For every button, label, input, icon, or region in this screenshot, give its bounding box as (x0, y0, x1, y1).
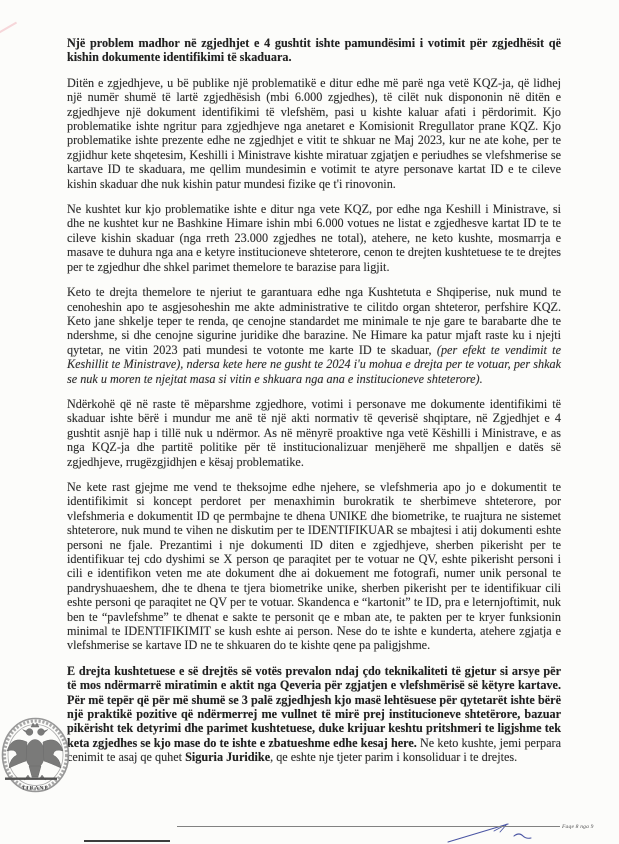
text-run: Një problem madhor në zgjedhjet e 4 gushtit ishte pamundësimi i votimit për zgjedhësit që kishin dokumente identifikimi të skaduara. (67, 36, 561, 65)
document-body (67, 36, 561, 776)
text-run: Keto te drejta themelore te njeriut te garantuara edhe nga Kushtetuta e Shqiperise, nuk mund te cenoheshin apo te asgjesoheshin me akte administrative te cilitdo organ shteteror, perfshire KQZ. Keto jane shkelje teper te renda, qe cenojne standardet me minimale te nje gare te barabarte dhe te ndershme, si dhe cenojne sigurine juridike dhe barazine. Ne Himare ka patur mjaft raste ku i njejti qytetar, ne vitin 2023 pati mundesi te votonte me karte ID te skaduar, (67, 285, 561, 357)
bottom-left-line (84, 840, 170, 842)
text-run: Ne kushtet kur kjo problematike ishte e ditur nga vete KQZ, por edhe nga Keshill i Ministrave, si dhe ne kushtet kur ne Bashkine Himare ishin mbi 6.000 votues ne listat e zgjedhesve kartat ID te te cileve kishin skaduar (nga rreth 23.000 zgjedhes ne total), atehere, ne keto kushte, mosmarrja e masave te duhura nga ana e ketyre institucioneve shteterore, cenon te drejten kushtetuese te te drejtes per te zgjedhur dhe shkel parimet themelore te barazise para ligjit. (67, 202, 561, 274)
text-run: Ne keto kushte, jemi perpara cenimit te asaj qe quhet (67, 735, 561, 765)
paragraph-constitutional-right (67, 664, 561, 765)
svg-text:TIRANE: TIRANE (21, 785, 50, 792)
text-run: Ndërkohë që në raste të mëparshme zgjedhore, votimi i personave me dokumente identifikimi të skaduar ishte bërë i mundur me anë të një akti normativ të qeverisë shqiptare, në Zgjedhjet e 4 gushtit asnjë hap i tillë nuk u ndërmor. As në mënyrë proaktive nga vetë Këshilli i Ministrave, e as nga KQZ-ja dhe partitë politike për të institucionalizuar menjëherë me shpalljen e datës së zgjedhjeve, rrugëzgjidhjen e kësaj problematike. (67, 396, 561, 469)
scan-artifact-mark (0, 22, 17, 35)
paragraph-election-day-problem (67, 76, 561, 191)
stamp-eagle-icon (0, 711, 73, 795)
signature-ink (438, 814, 548, 844)
paragraph-himare-voters (67, 202, 561, 274)
paragraph-normative-act (67, 397, 561, 469)
text-run: (per efekt te vendimit te Keshillit te Ministrave), ndersa kete here ne gusht te 2024 i'u mohua e drejta per te votuar, per shkak se nuk u moren te njejtat masa si vitin e shkuara nga ana e institucioneve shteterore). (67, 342, 561, 386)
text-run: Siguria Juridike (185, 750, 271, 765)
footer-rule (177, 826, 560, 827)
paragraph-fundamental-rights (67, 285, 561, 386)
signature-strokes-icon (438, 814, 548, 844)
official-stamp (0, 711, 73, 795)
text-run: Ditën e zgjedhjeve, u bë publike një problematikë e ditur edhe më parë nga vetë KQZ-ja, që lidhej një numër shumë të lartë zgjedhësish (mbi 6.000 zgjedhes), të cilët nuk dispononin në ditën e zgjedhjeve një dokument identifikimi të vlefshëm, pasi u kishte kaluar afati i përdorimit. Kjo problematike ishte ngritur para zgjedhjeve nga anetaret e Komisionit Rregullator prane KQZ. Kjo problematike ishte prezente edhe ne zgjedhjet e vitit te shkuar ne Maj 2023, kur ne ate kohe, per te zgjidhur kete shqetesim, Keshilli i Ministrave kishte miratuar zgjatjen e periudhes se vlefshmerise se kartave ID te skaduara, me qellim mundesimin e votimit te atyre personave kartat ID e te cileve kishin skaduar dhe nuk kishin patur mundesi fizike qe t'i rinovonin. (67, 75, 561, 191)
paragraph-id-validity (67, 480, 561, 653)
paragraph-heading (67, 36, 561, 65)
text-run: , qe eshte nje tjeter parim i konsoliduar i te drejtes. (270, 750, 518, 765)
page-number-label: Faqe 8 nga 9 (562, 824, 594, 830)
text-run: Ne kete rast gjejme me vend te theksojme edhe njehere, se vlefshmeria apo jo e dokumentit te identifikimit si koncept perdoret per menaxhimin burokratik te sherbimeve shteterore, por vlefshmeria e dokumentit ID qe permbajne te dhena UNIKE dhe biometrike, te ruajtura ne sistemet shteterore, nuk mund te vihen ne diskutim per te IDENTIFIKUAR se mbajtesi i atij dokumenti eshte personi ne fjale. Prezantimi i nje dokumenti ID diten e zgjedhjeve, sherben pikerisht per te identifikuar tej cdo dyshimi se X person qe paraqitet per te votuar ne QV, eshte pikerisht personi i cili e identifikon veten me ate dokument dhe ai dokuement me fotografi, numer unik personal te pandryshuaeshem, dhe te dhena te tjera biometrike unike, sherben pikerisht per te identifikuar cili eshte personi qe paraqitet ne QV per te votuar. Skandenca e “kartonit” te ID, pra e leternjoftimit, nuk ben te “pavlefshme” te dhenat e sakte te personit qe e mban ate, te pakten per te kryer funksionin minimal te IDENTIFIKIMIT se kush eshte ai person. Nese do te ishte e kunderta, atehere zgjatja e vlefshmerise se kartave ID ne te shkuaren do te kishte qene pa paligjshme. (67, 479, 561, 653)
text-run: E drejta kushtetuese e së drejtës së votës prevalon ndaj çdo teknikaliteti të gjetur si arsye për të mos ndërmarrë miratimin e aktit nga Qeveria për zgjatjen e vlefshmërisë së këtyre kartave. Për më tepër që për më shumë se 3 palë zgjedhjesh kjo masë lehtësuese për qytetarët ishte bërë një praktikë pozitive që ndërmerrej me vullnet të mirë prej institucioneve shtetërore, bazuar pikërisht tek detyrimi dhe parimet kushtetuese, duke krijuar keshtu pritshmeri te ligjshme tek keta zgjedhes se kjo mase do te ishte e zbatueshme edhe kesaj here. (67, 663, 561, 750)
